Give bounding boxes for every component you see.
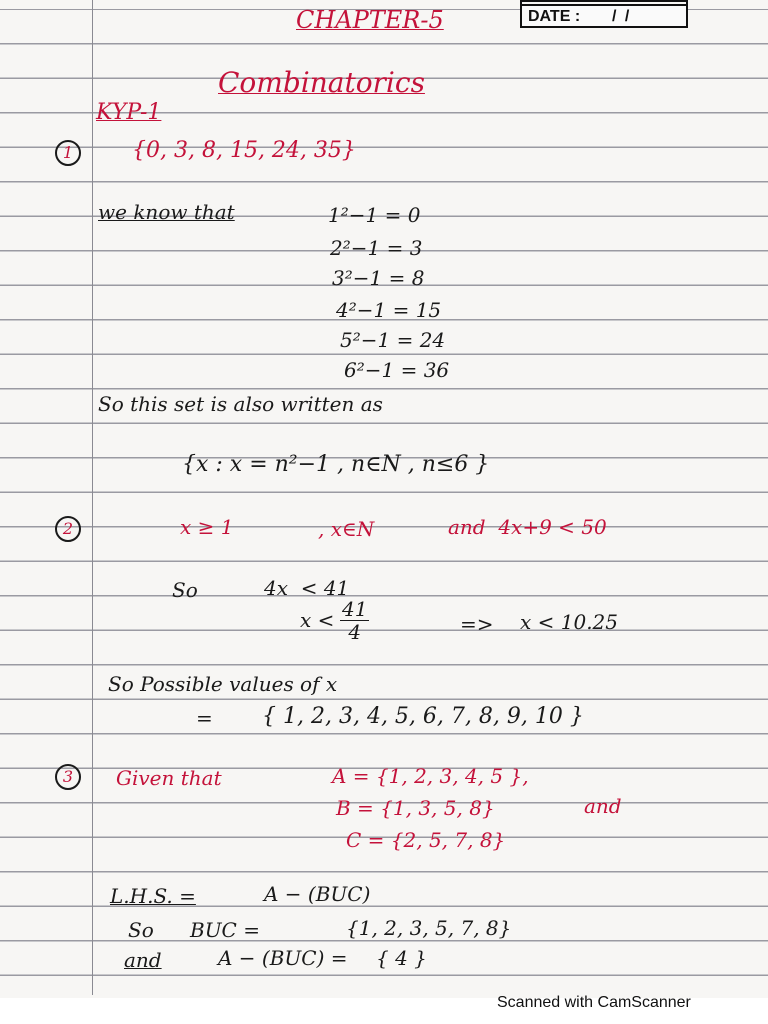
q1-line-6: 6²−1 = 36 (344, 358, 450, 382)
margin-line (92, 0, 93, 995)
scanner-footer (0, 994, 768, 1024)
q3-given: Given that (116, 766, 222, 790)
q3-and: and (584, 794, 622, 818)
q3-set-b: B = {1, 3, 5, 8} (336, 796, 495, 820)
q2-condition-a: x ≥ 1 (180, 515, 234, 539)
q1-set: {0, 3, 8, 15, 24, 35} (132, 138, 356, 163)
q1-set-builder: {x : x = n²−1 , n∈N , n≤6 } (182, 452, 490, 477)
q2-result: x < 10.25 (520, 610, 619, 634)
q3-and-label: and (124, 948, 162, 972)
q2-equals: = (196, 706, 213, 730)
q1-line-2: 2²−1 = 3 (330, 236, 423, 260)
q2-so: So (172, 578, 198, 602)
q2-step-2-lhs: x < (300, 608, 335, 632)
question-2-number: 2 (55, 516, 81, 542)
q2-condition-b: , x∈N (318, 517, 375, 541)
q3-difference-label: A − (BUC) = (218, 946, 348, 970)
q1-line-5: 5²−1 = 24 (340, 328, 446, 352)
topic-title: Combinatorics (218, 66, 425, 99)
kyp-heading: KYP-1 (96, 100, 162, 125)
q2-possible-values-label: So Possible values of x (108, 672, 338, 696)
q2-condition-c: and 4x+9 < 50 (448, 515, 607, 539)
q2-fraction-denominator: 4 (348, 620, 362, 644)
q3-lhs-expression: A − (BUC) (264, 882, 371, 906)
q3-buc-value: {1, 2, 3, 5, 7, 8} (346, 916, 512, 940)
q3-set-c: C = {2, 5, 7, 8} (346, 828, 506, 852)
chapter-title: CHAPTER-5 (296, 6, 444, 34)
q3-set-a: A = {1, 2, 3, 4, 5 }, (332, 764, 529, 788)
q1-line-1: 1²−1 = 0 (328, 203, 421, 227)
question-3-number: 3 (55, 764, 81, 790)
date-label: DATE : (528, 8, 581, 25)
question-1-number: 1 (55, 140, 81, 166)
scanner-watermark: Scanned with CamScanner (497, 994, 691, 1011)
q1-line-3: 3²−1 = 8 (332, 266, 425, 290)
date-slashes: / / (612, 8, 632, 25)
q1-line-4: 4²−1 = 15 (336, 298, 442, 322)
date-box-top-border (520, 0, 688, 6)
date-box (520, 4, 688, 28)
q2-fraction-numerator: 41 (342, 597, 368, 621)
q2-arrow: => (460, 612, 494, 636)
q3-lhs-label: L.H.S. = (110, 884, 196, 908)
q3-so: So (128, 918, 154, 942)
q2-values: { 1, 2, 3, 4, 5, 6, 7, 8, 9, 10 } (262, 704, 584, 729)
q1-so-text: So this set is also written as (98, 392, 383, 416)
q2-step-1: 4x < 41 (264, 576, 350, 600)
q3-buc-label: BUC = (190, 918, 260, 942)
q2-fraction (340, 598, 369, 643)
q3-difference-value: { 4 } (376, 946, 427, 970)
q1-we-know: we know that (98, 200, 235, 224)
